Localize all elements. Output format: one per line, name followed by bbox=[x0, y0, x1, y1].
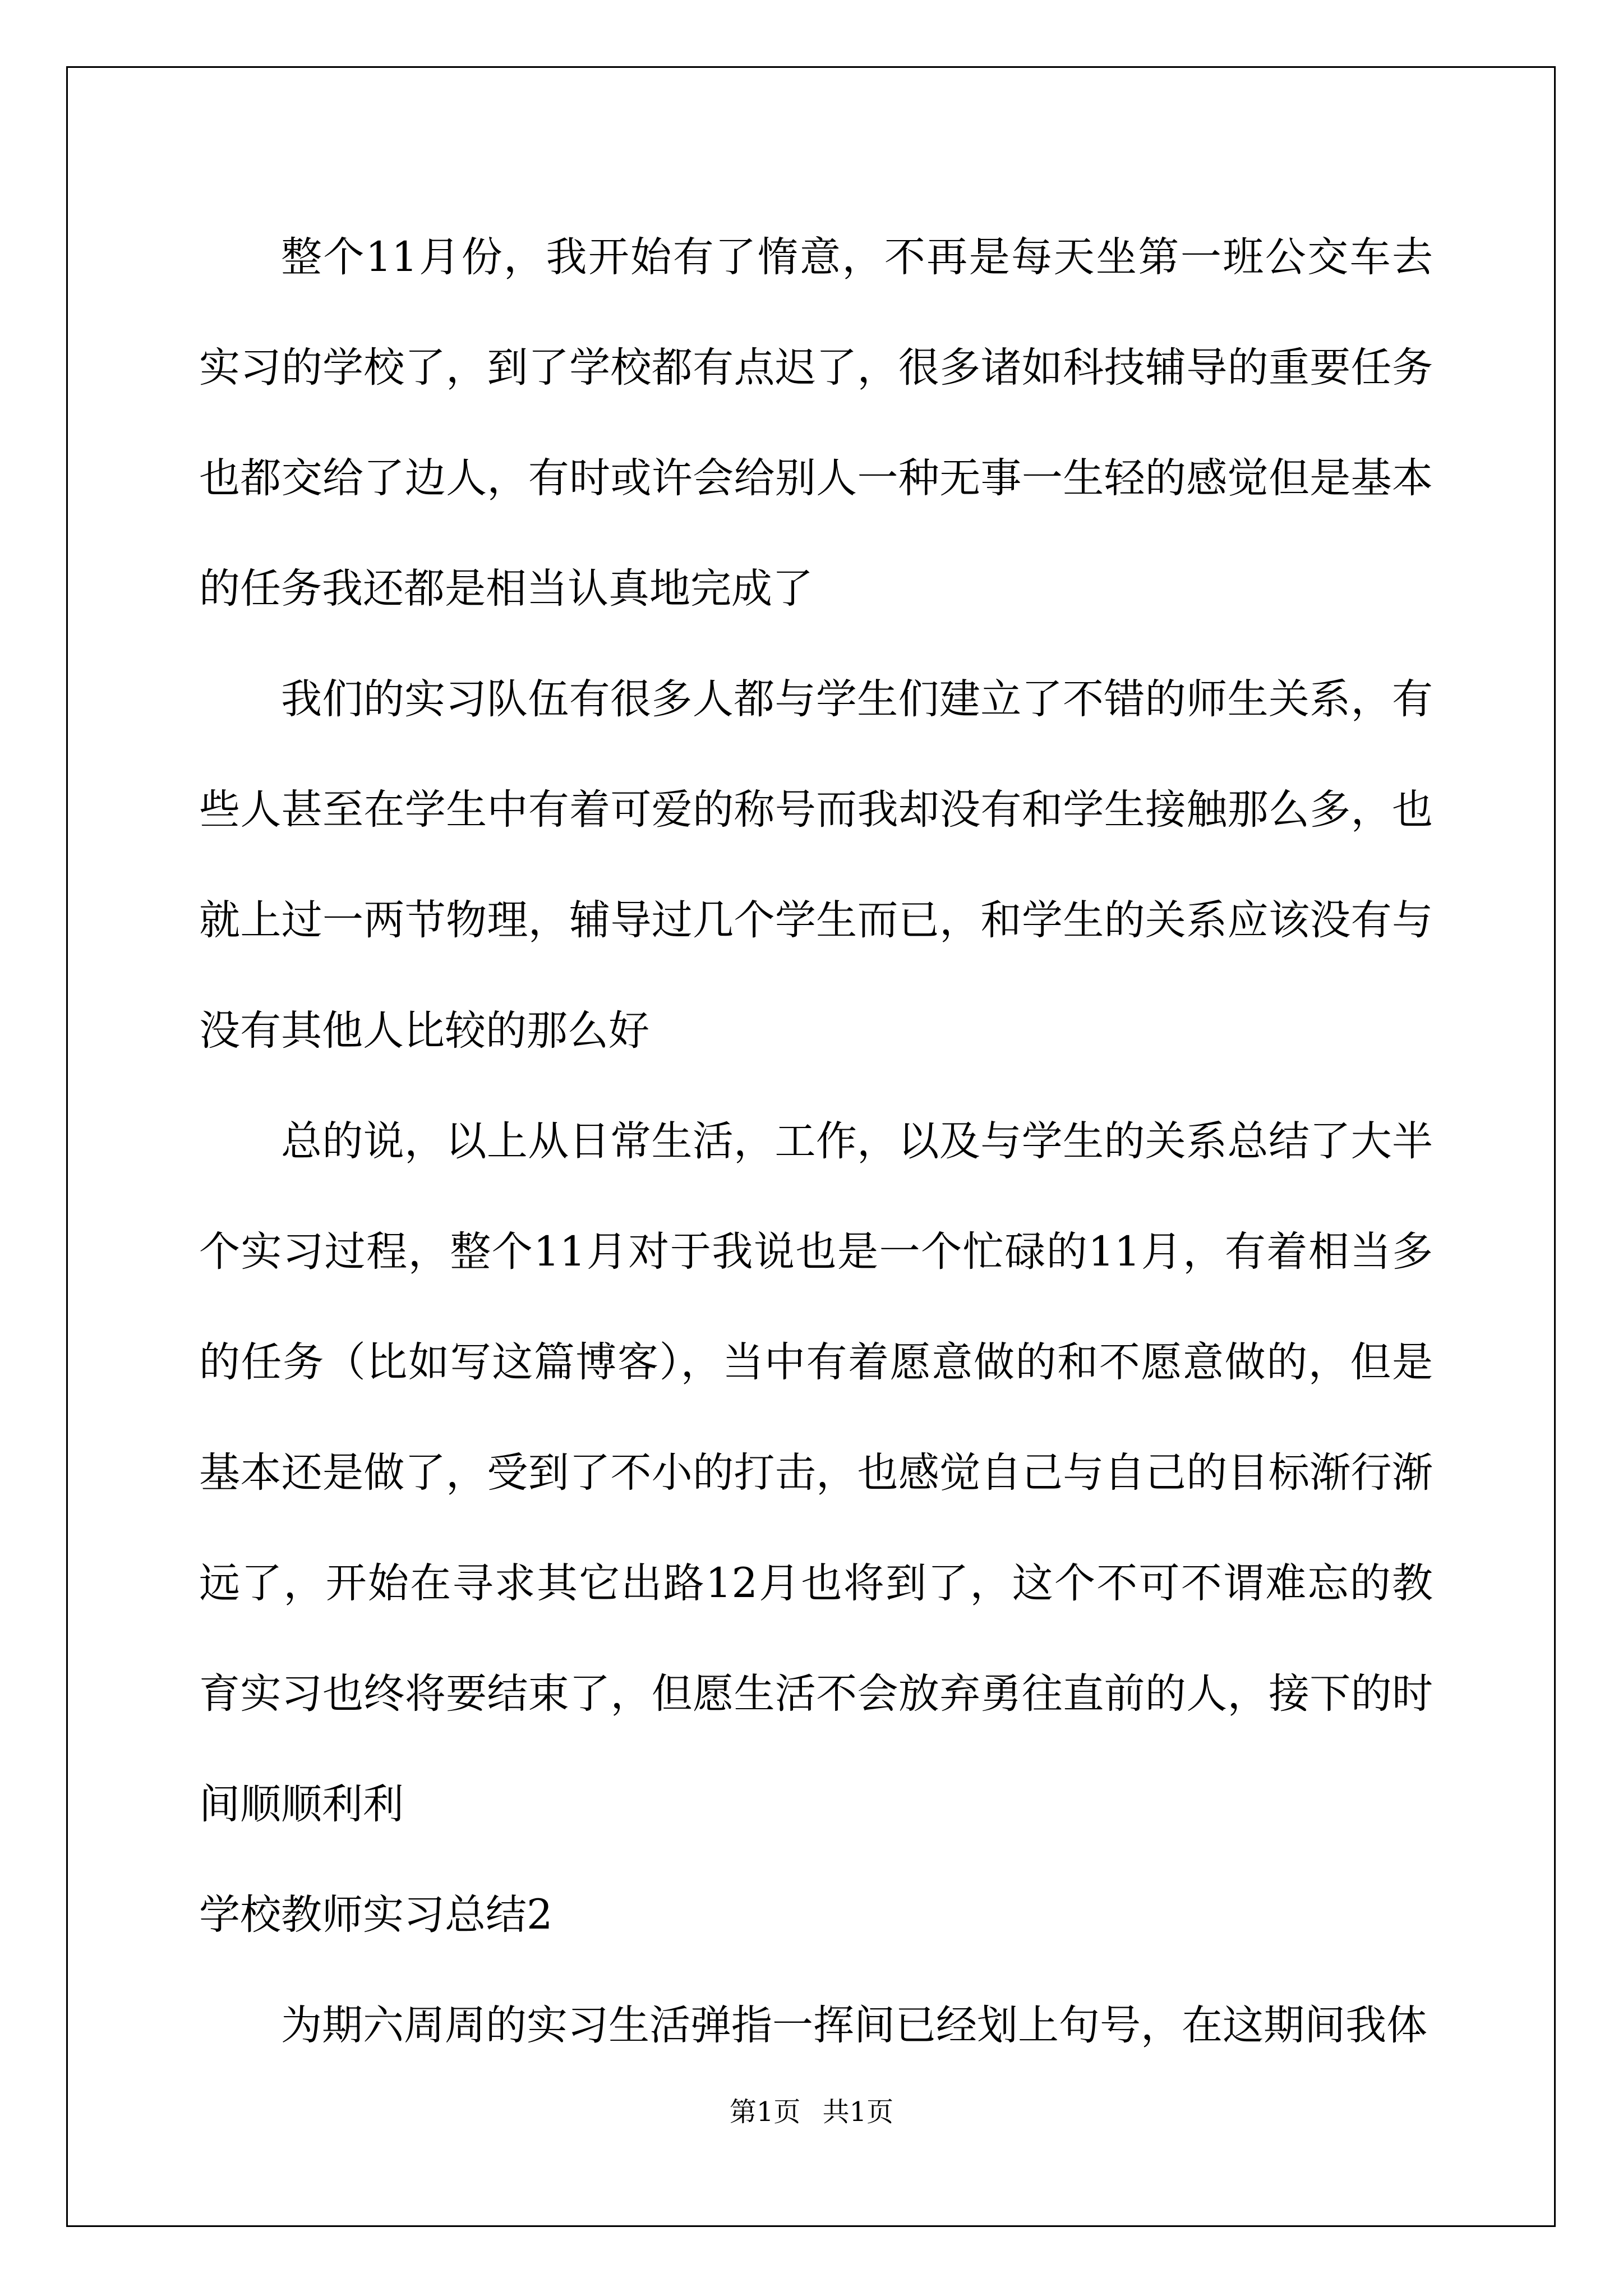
paragraph-2: 我们的实习队伍有很多人都与学生们建立了不错的师生关系，有些人甚至在学生中有着可爱的称号而我却没有和学生接触那么多，也就上过一两节物理，辅导过几个学生而已，和学生的关系应该没有与没有其他人比较的那么好 bbox=[199, 675, 1433, 1055]
section-heading: 学校教师实习总结2 bbox=[199, 1891, 553, 1939]
paragraph-3: 总的说，以上从日常生活，工作，以及与学生的关系总结了大半个实习过程，整个11月对于我说也是一个忙碌的11月，有着相当多的任务（比如写这篇博客），当中有着愿意做的和不愿意做的，但是基本还是做了，受到了不小的打击，也感觉自己与自己的目标渐行渐远了，开始在寻求其它出路12月也将到了，这个不可不谓难忘的教育实习也终将要结束了，但愿生活不会放弃勇往直前的人，接下的时间顺顺利利 bbox=[199, 1117, 1433, 1828]
page-footer bbox=[0, 2095, 1623, 2129]
document-body bbox=[199, 202, 1433, 2081]
page-total: 共1页 bbox=[822, 2096, 894, 2128]
page-number: 第1页 bbox=[729, 2096, 801, 2128]
paragraph-1: 整个11月份，我开始有了惰意，不再是每天坐第一班公交车去实习的学校了，到了学校都有点迟了，很多诸如科技辅导的重要任务也都交给了边人，有时或许会给别人一种无事一生轻的感觉但是基本的任务我还都是相当认真地完成了 bbox=[199, 233, 1433, 613]
paragraph-4: 为期六周周的实习生活弹指一挥间已经划上句号，在这期间我体 bbox=[281, 2001, 1427, 2049]
